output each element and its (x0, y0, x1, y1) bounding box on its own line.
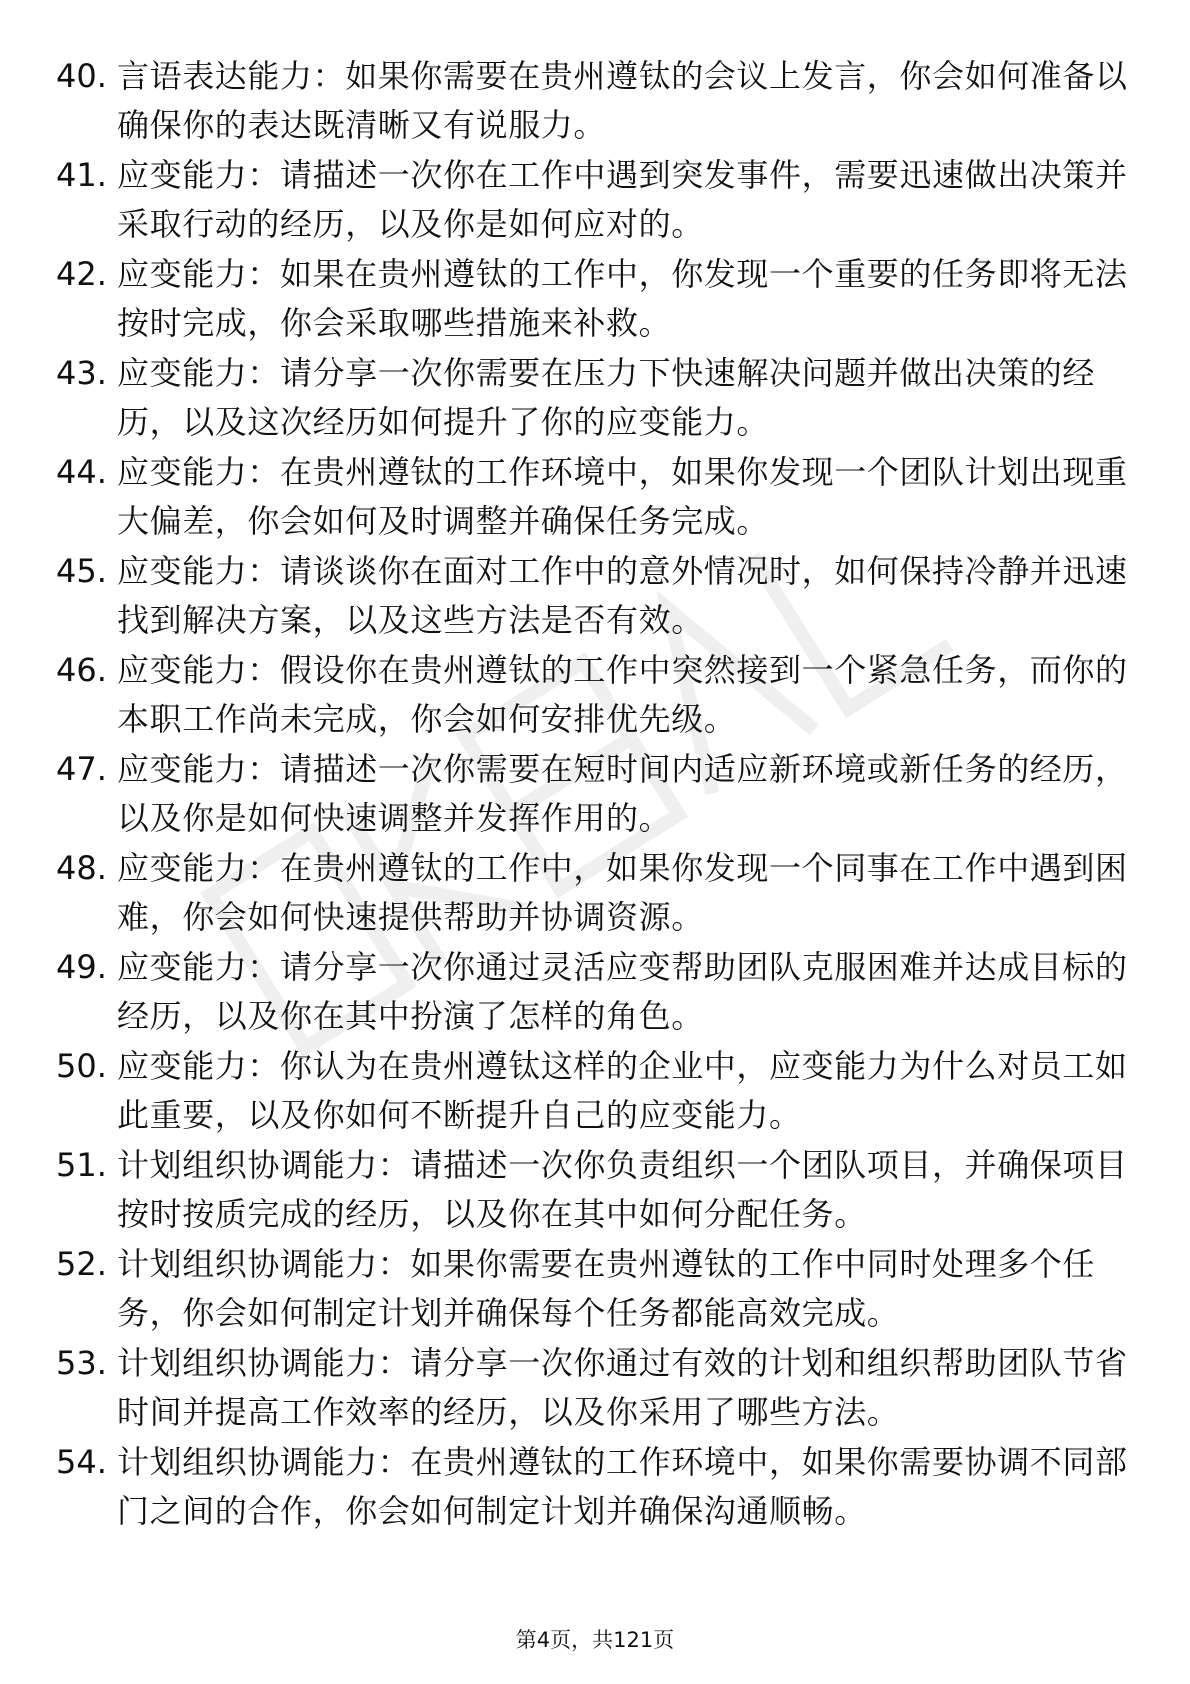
question-number: 41. (56, 156, 107, 194)
page-number-footer: 第4页，共121页 (515, 1628, 675, 1652)
question-number: 52. (56, 1245, 107, 1283)
question-text: 应变能力：你认为在贵州遵钛这样的企业中，应变能力为什么对员工如此重要，以及你如何不断提升自己的应变能力。 (117, 1047, 1128, 1134)
question-number: 46. (56, 651, 107, 689)
question-text: 应变能力：如果在贵州遵钛的工作中，你发现一个重要的任务即将无法按时完成，你会采取哪些措施来补救。 (117, 255, 1128, 342)
question-text: 应变能力：在贵州遵钛的工作中，如果你发现一个同事在工作中遇到困难，你会如何快速提供帮助并协调资源。 (117, 849, 1128, 936)
list-item (0, 943, 1190, 1042)
list-item (0, 1141, 1190, 1240)
question-number: 53. (56, 1344, 107, 1382)
question-number: 44. (56, 453, 107, 491)
list-item (0, 52, 1190, 151)
question-text: 应变能力：请分享一次你通过灵活应变帮助团队克服困难并达成目标的经历，以及你在其中扮演了怎样的角色。 (117, 948, 1128, 1035)
question-text: 应变能力：请谈谈你在面对工作中的意外情况时，如何保持冷静并迅速找到解决方案，以及这些方法是否有效。 (117, 552, 1128, 639)
list-item (0, 646, 1190, 745)
list-item (0, 1339, 1190, 1438)
question-number: 50. (56, 1047, 107, 1085)
list-item (0, 1438, 1190, 1537)
question-text: 应变能力：请描述一次你在工作中遇到突发事件，需要迅速做出决策并采取行动的经历，以及你是如何应对的。 (117, 156, 1128, 243)
question-number: 51. (56, 1146, 107, 1184)
question-number: 42. (56, 255, 107, 293)
question-text: 应变能力：在贵州遵钛的工作环境中，如果你发现一个团队计划出现重大偏差，你会如何及时调整并确保任务完成。 (117, 453, 1128, 540)
question-number: 43. (56, 354, 107, 392)
list-item (0, 1042, 1190, 1141)
list-item (0, 745, 1190, 844)
list-item (0, 547, 1190, 646)
question-number: 48. (56, 849, 107, 887)
question-text: 计划组织协调能力：请描述一次你负责组织一个团队项目，并确保项目按时按质完成的经历，以及你在其中如何分配任务。 (117, 1146, 1128, 1233)
question-number: 54. (56, 1443, 107, 1481)
list-item (0, 1240, 1190, 1339)
list-item (0, 250, 1190, 349)
question-text: 应变能力：假设你在贵州遵钛的工作中突然接到一个紧急任务，而你的本职工作尚未完成，你会如何安排优先级。 (117, 651, 1128, 738)
question-number: 47. (56, 750, 107, 788)
question-text: 应变能力：请描述一次你需要在短时间内适应新环境或新任务的经历，以及你是如何快速调整并发挥作用的。 (117, 750, 1128, 837)
question-text: 计划组织协调能力：如果你需要在贵州遵钛的工作中同时处理多个任务，你会如何制定计划并确保每个任务都能高效完成。 (117, 1245, 1096, 1332)
question-text: 应变能力：请分享一次你需要在压力下快速解决问题并做出决策的经历，以及这次经历如何提升了你的应变能力。 (117, 354, 1096, 441)
question-text: 言语表达能力：如果你需要在贵州遵钛的会议上发言，你会如何准备以确保你的表达既清晰又有说服力。 (117, 57, 1128, 144)
question-text: 计划组织协调能力：请分享一次你通过有效的计划和组织帮助团队节省时间并提高工作效率的经历，以及你采用了哪些方法。 (117, 1344, 1128, 1431)
question-list (0, 52, 1190, 1537)
question-text: 计划组织协调能力：在贵州遵钛的工作环境中，如果你需要协调不同部门之间的合作，你会如何制定计划并确保沟通顺畅。 (117, 1443, 1128, 1530)
list-item (0, 844, 1190, 943)
question-number: 40. (56, 57, 107, 95)
list-item (0, 349, 1190, 448)
list-item (0, 448, 1190, 547)
list-item (0, 151, 1190, 250)
question-number: 49. (56, 948, 107, 986)
question-number: 45. (56, 552, 107, 590)
